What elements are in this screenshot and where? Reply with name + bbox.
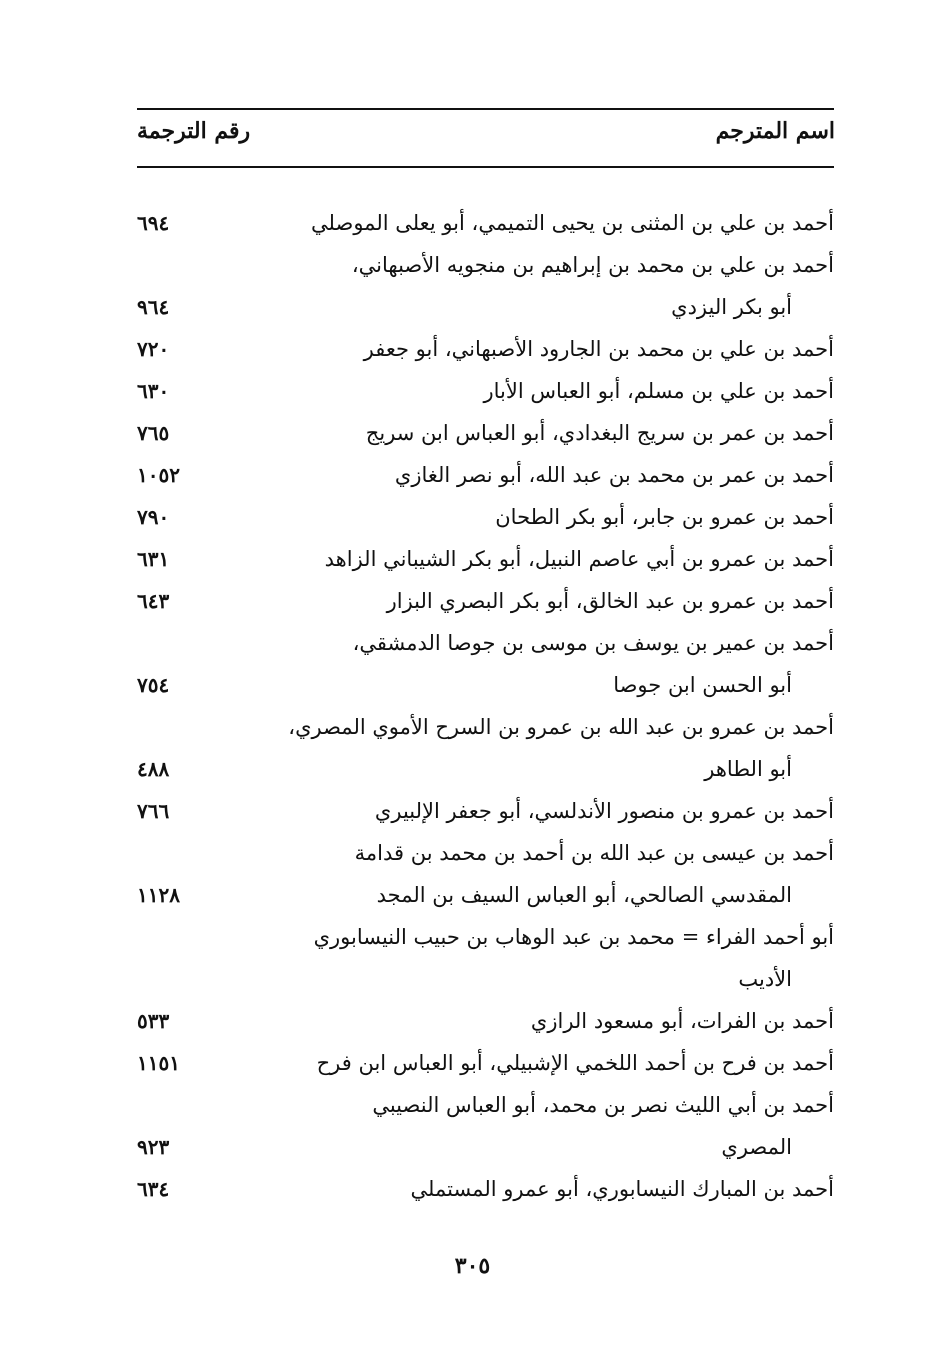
entry-name: أحمد بن عمرو بن عبد الله بن عمرو بن السرح الأموي المصري، [288,715,834,739]
index-line [137,832,834,874]
entry-name: الأديب [738,967,792,991]
entry-name: المصري [721,1135,792,1159]
index-line [137,1000,834,1042]
entry-name: أحمد بن المبارك النيسابوري، أبو عمرو المستملي [410,1177,834,1201]
index-line [137,538,834,580]
entry-name: أبو بكر اليزدي [671,295,792,319]
entry-number: ٩٢٣ [137,1135,170,1159]
index-line [137,958,834,1000]
index-line [137,580,834,622]
index-line [137,412,834,454]
index-entries [137,202,834,1210]
entry-number: ٧٦٦ [137,799,170,823]
entry-number: ٧٥٤ [137,673,170,697]
index-line [137,706,834,748]
entry-number: ٧٢٠ [137,337,170,361]
entry-name: أحمد بن فرح بن أحمد اللخمي الإشبيلي، أبو العباس ابن فرح [316,1051,834,1075]
entry-name: أحمد بن عمر بن سريج البغدادي، أبو العباس ابن سريج [365,421,834,445]
index-line [137,664,834,706]
index-line [137,1168,834,1210]
entry-number: ٦٣٤ [137,1177,170,1201]
index-line [137,370,834,412]
entry-number: ٧٩٠ [137,505,170,529]
index-line [137,328,834,370]
entry-number: ٦٩٤ [137,211,170,235]
entry-name: أحمد بن علي بن محمد بن إبراهيم بن منجويه الأصبهاني، [351,253,834,277]
index-line [137,916,834,958]
entry-name: أحمد بن عمير بن يوسف بن موسى بن جوصا الدمشقي، [352,631,834,655]
entry-name: أحمد بن عمرو بن عبد الخالق، أبو بكر البصري البزار [386,589,834,613]
entry-number: ٦٣١ [137,547,170,571]
index-line [137,454,834,496]
entry-name: أحمد بن عمرو بن جابر، أبو بكر الطحان [495,505,834,529]
entry-number: ٧٦٥ [137,421,170,445]
index-line [137,622,834,664]
index-line [137,790,834,832]
page-number: ٣٠٥ [454,1253,491,1279]
entry-name: أحمد بن علي بن مسلم، أبو العباس الأبار [483,379,834,403]
translated-name-header: اسم المترجم [715,118,835,144]
entry-number: ٦٣٠ [137,379,170,403]
entry-name: أحمد بن علي بن محمد بن الجارود الأصبهاني، أبو جعفر [363,337,834,361]
index-line [137,496,834,538]
entry-name: أبو الحسن ابن جوصا [613,673,792,697]
entry-name: أحمد بن عمر بن محمد بن عبد الله، أبو نصر الغازي [394,463,834,487]
index-line [137,1126,834,1168]
entry-number: ١١٥١ [137,1051,180,1075]
entry-name: أحمد بن عمرو بن منصور الأندلسي، أبو جعفر الإلبيري [374,799,834,823]
entry-number-header: رقم الترجمة [137,118,251,144]
entry-number: ٥٣٣ [137,1009,170,1033]
top-rule [137,108,834,110]
entry-name: أحمد بن عمرو بن أبي عاصم النبيل، أبو بكر الشيباني الزاهد [324,547,834,571]
entry-name: أحمد بن عيسى بن عبد الله بن أحمد بن محمد بن قدامة [354,841,834,865]
index-line [137,748,834,790]
entry-number: ٦٤٣ [137,589,170,613]
index-line [137,202,834,244]
entry-name: أحمد بن علي بن المثنى بن يحيى التميمي، أبو يعلى الموصلي [311,211,834,235]
entry-name: أحمد بن أبي الليث نصر بن محمد، أبو العباس النصيبي [372,1093,834,1117]
entry-number: ١٠٥٢ [137,463,180,487]
entry-name: أحمد بن الفرات، أبو مسعود الرازي [530,1009,834,1033]
entry-name: أبو أحمد الفراء = محمد بن عبد الوهاب بن حبيب النيسابوري [313,925,834,949]
header-rule [137,166,834,168]
index-line [137,286,834,328]
index-line [137,1042,834,1084]
entry-number: ٤٨٨ [137,757,170,781]
entry-name: المقدسي الصالحي، أبو العباس السيف بن المجد [376,883,792,907]
index-line [137,1084,834,1126]
entry-number: ١١٢٨ [137,883,180,907]
entry-name: أبو الطاهر [704,757,792,781]
index-line [137,874,834,916]
entry-number: ٩٦٤ [137,295,170,319]
index-line [137,244,834,286]
